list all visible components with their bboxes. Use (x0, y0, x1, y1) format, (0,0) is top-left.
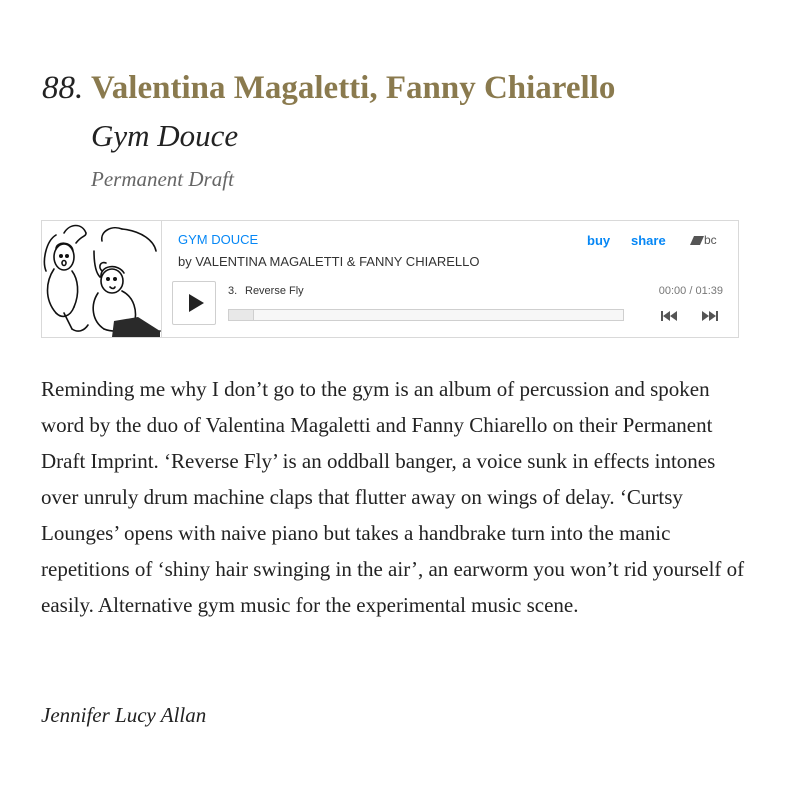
review-author: Jennifer Lucy Allan (41, 703, 207, 727)
entry-number: 88. (42, 70, 84, 106)
track-title[interactable]: Reverse Fly (245, 285, 304, 297)
artist-link-fanny-chiarello[interactable]: Fanny Chiarello (385, 70, 616, 106)
artist-separator: , (369, 70, 378, 106)
buy-link[interactable]: buy (587, 233, 611, 248)
artist-line (91, 70, 615, 107)
record-label: Permanent Draft (91, 167, 234, 191)
play-button[interactable] (172, 281, 216, 325)
next-track-button[interactable] (700, 309, 720, 323)
artist-link-valentina-magaletti[interactable]: Valentina Magaletti (91, 70, 370, 106)
album-art-illustration (42, 221, 161, 337)
review-text: Reminding me why I don’t go to the gym is an album of percussion and spoken word by the duo of Valentina Magaletti and Fanny Chiarello on their Permanent Draft Imprint. ‘Reverse Fly’ is an oddball banger, a voice sunk in effects intones over unruly drum machine claps that flutter away on wings of delay. ‘Curtsy Lounges’ opens with naive piano but takes a handbrake turn into the manic repetitions of ‘shiny hair swinging in the air’, an earworm you won’t rid yourself of easily. Alternative gym music for the experimental music scene. (41, 377, 745, 617)
track-time: 00:00 / 01:39 (658, 285, 723, 297)
share-link[interactable]: share (631, 233, 666, 248)
play-icon (173, 282, 215, 324)
skip-previous-icon (659, 309, 679, 323)
album-art[interactable] (42, 221, 162, 337)
progress-handle[interactable] (229, 310, 254, 320)
bandcamp-logo-text: bc (704, 233, 717, 247)
player-album-title[interactable]: GYM DOUCE (178, 232, 259, 247)
player-by-line: by VALENTINA MAGALETTI & FANNY CHIARELLO (178, 254, 480, 269)
previous-track-button[interactable] (659, 309, 679, 323)
track-number: 3. (228, 285, 238, 297)
progress-bar[interactable] (228, 309, 624, 321)
bandcamp-player (41, 220, 739, 338)
bandcamp-logo[interactable] (690, 233, 717, 247)
bandcamp-logo-icon (690, 236, 704, 245)
skip-next-icon (700, 309, 720, 323)
album-title: Gym Douce (91, 118, 239, 153)
